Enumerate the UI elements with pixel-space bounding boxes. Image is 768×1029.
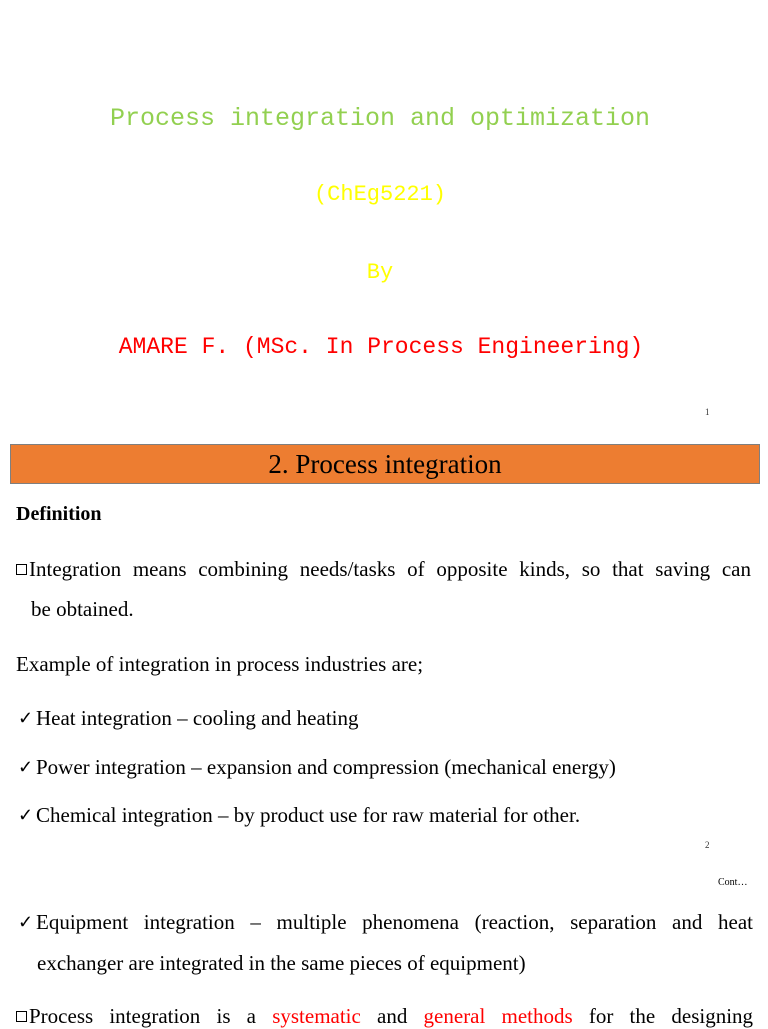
list-item — [18, 706, 359, 731]
slide2-header-title: 2. Process integration — [268, 448, 502, 479]
integration-definition-line2: be obtained. — [31, 597, 134, 621]
slide1-course-code: (ChEg5221) — [313, 182, 447, 207]
slide2-header-bar — [10, 444, 760, 484]
process-integration-paragraph — [16, 1004, 753, 1029]
continued-label: Cont… — [718, 877, 748, 888]
equipment-integration-text: Equipment integration – multiple phenomena (reaction, separation and heat — [36, 910, 753, 934]
general-methods-highlight: general methods — [423, 1004, 573, 1028]
list-item-text: Chemical integration – by product use for raw material for other. — [36, 803, 581, 827]
example-intro: Example of integration in process industries are; — [16, 652, 424, 676]
slide1-author: AMARE F. (MSc. In Process Engineering) — [118, 334, 644, 360]
systematic-highlight: systematic — [272, 1004, 361, 1028]
slide1-by: By — [366, 260, 394, 285]
checkmark-icon: ✓ — [18, 757, 34, 777]
list-item-text: Power integration – expansion and compression (mechanical energy) — [36, 755, 616, 779]
integration-definition-line1 — [16, 557, 751, 582]
equipment-integration-line2: exchanger are integrated in the same pieces of equipment) — [37, 951, 526, 975]
list-item — [18, 755, 616, 780]
slide2-page-number: 2 — [705, 840, 710, 850]
slide1-page-number: 1 — [705, 407, 710, 417]
process-prefix: Process integration is a — [29, 1004, 256, 1028]
equipment-integration-line1 — [18, 910, 753, 935]
checkmark-icon: ✓ — [18, 912, 34, 932]
list-item — [18, 803, 580, 828]
square-bullet-icon — [16, 1011, 27, 1022]
slide1-title: Process integration and optimization — [109, 104, 651, 133]
definition-label: Definition — [16, 503, 102, 525]
process-suffix: for the designing — [588, 1004, 754, 1028]
checkmark-icon: ✓ — [18, 708, 34, 728]
process-and: and — [377, 1004, 408, 1028]
checkmark-icon: ✓ — [18, 805, 34, 825]
integration-definition-text: Integration means combining needs/tasks of opposite kinds, so that saving can — [29, 557, 751, 581]
list-item-text: Heat integration – cooling and heating — [36, 706, 359, 730]
square-bullet-icon — [16, 564, 27, 575]
